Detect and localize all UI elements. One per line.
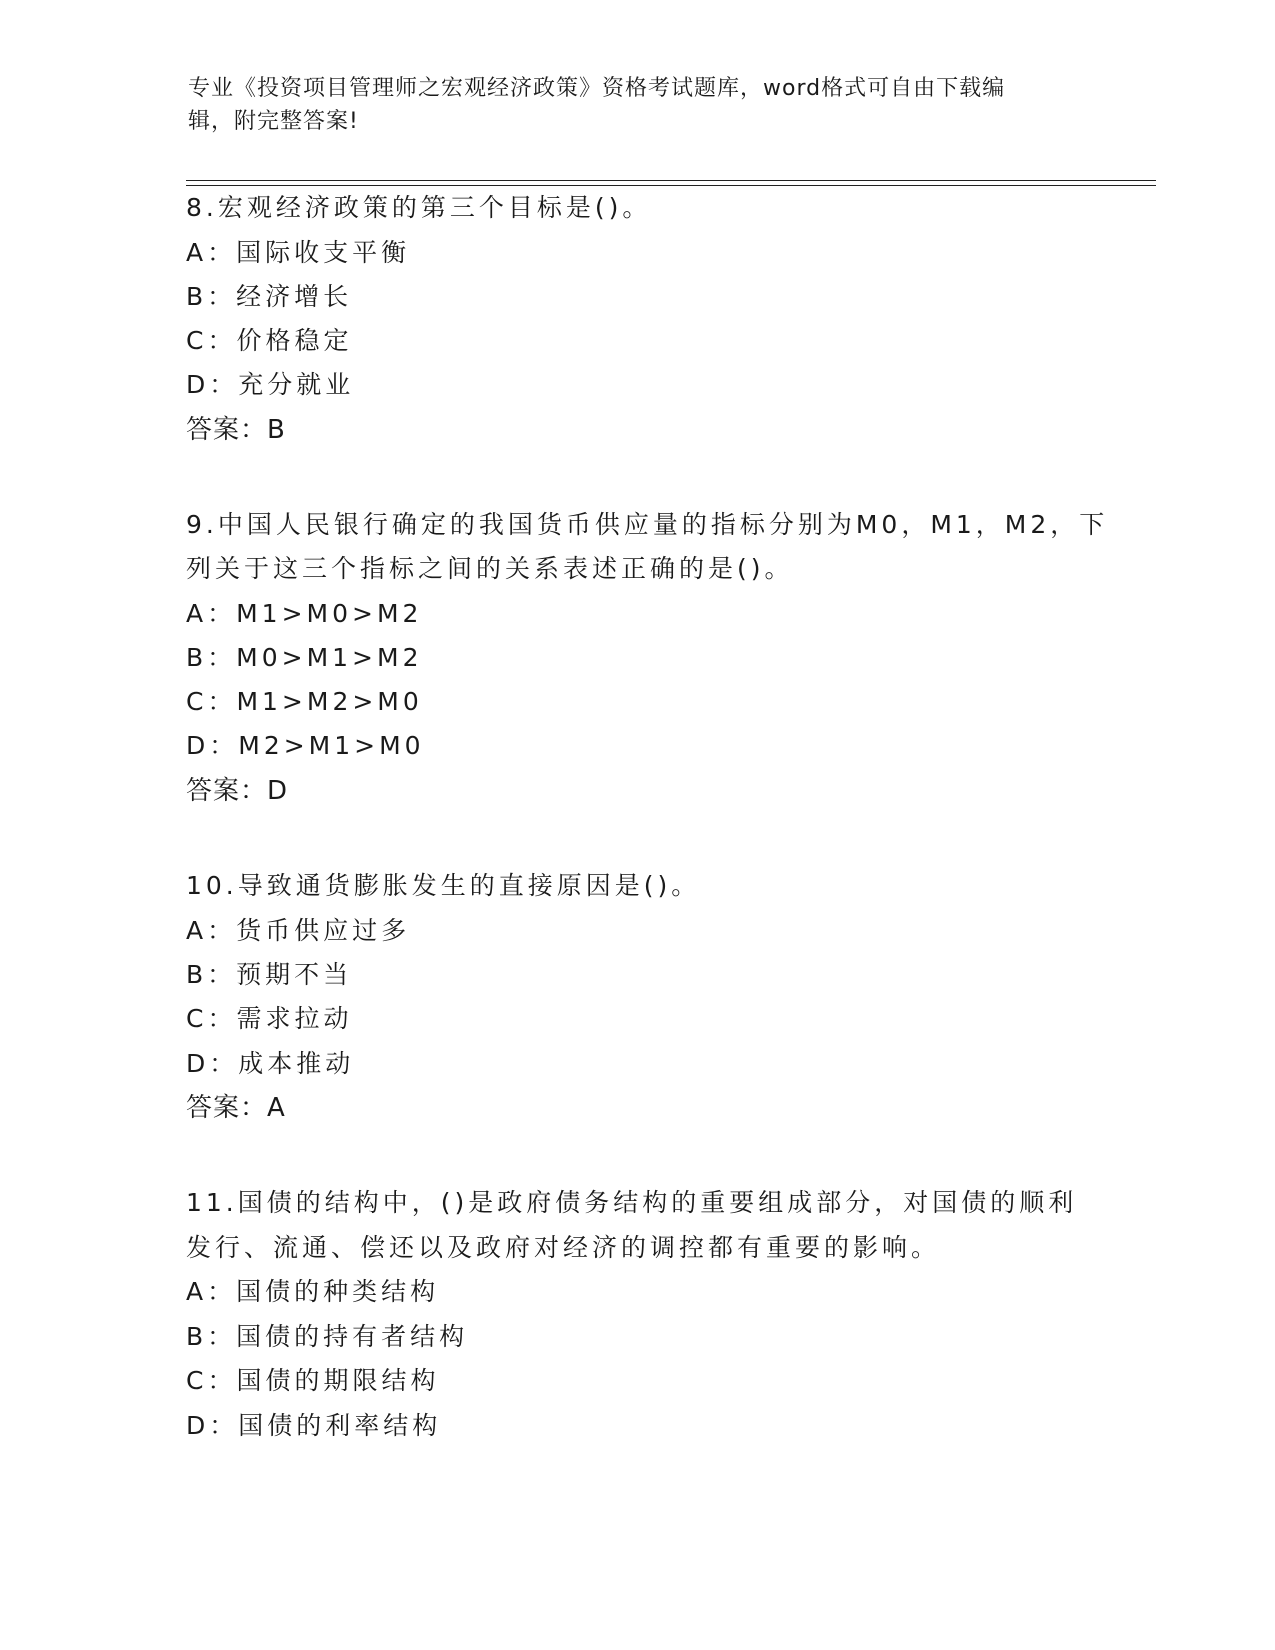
- question-11-option-d: D：国债的利率结构: [186, 1411, 442, 1440]
- question-9-stem-line-2: 列关于这三个指标之间的关系表述正确的是()。: [186, 554, 794, 583]
- question-9-option-b: B：M0>M1>M2: [186, 643, 423, 672]
- question-11-option-b: B：国债的持有者结构: [186, 1322, 469, 1351]
- document-header: [188, 72, 1068, 138]
- question-11-option-a: A：国债的种类结构: [186, 1277, 440, 1306]
- question-10-option-b: B：预期不当: [186, 960, 353, 989]
- question-10-stem: 10.导致通货膨胀发生的直接原因是()。: [186, 871, 701, 900]
- header-line-1: 专业《投资项目管理师之宏观经济政策》资格考试题库，word格式可自由下载编: [188, 76, 1006, 101]
- question-11-stem-line-1: 11.国债的结构中，()是政府债务结构的重要组成部分，对国债的顺利: [186, 1188, 1078, 1217]
- question-9-option-a: A：M1>M0>M2: [186, 599, 423, 628]
- question-11-stem-line-2: 发行、流通、偿还以及政府对经济的调控都有重要的影响。: [186, 1233, 941, 1262]
- question-9-answer: 答案：D: [186, 776, 289, 806]
- question-8-option-a: A：国际收支平衡: [186, 238, 411, 267]
- question-8-option-c: C：价格稳定: [186, 326, 353, 355]
- header-rule-top: [186, 180, 1156, 181]
- question-8-option-b: B：经济增长: [186, 282, 353, 311]
- question-8-stem: 8.宏观经济政策的第三个目标是()。: [186, 193, 652, 222]
- question-11-option-c: C：国债的期限结构: [186, 1366, 440, 1395]
- header-line-2: 辑，附完整答案!: [188, 109, 359, 134]
- question-9-option-c: C：M1>M2>M0: [186, 687, 423, 716]
- question-10-answer: 答案：A: [186, 1093, 286, 1123]
- question-10-option-c: C：需求拉动: [186, 1004, 353, 1033]
- question-9-stem-line-1: 9.中国人民银行确定的我国货币供应量的指标分别为M0，M1，M2，下: [186, 510, 1109, 539]
- question-9-option-d: D：M2>M1>M0: [186, 731, 425, 760]
- question-10-option-d: D：成本推动: [186, 1049, 355, 1078]
- question-8-option-d: D：充分就业: [186, 370, 355, 399]
- question-8-answer: 答案：B: [186, 415, 286, 445]
- question-10-option-a: A：货币供应过多: [186, 916, 411, 945]
- header-rule-bottom: [186, 185, 1156, 186]
